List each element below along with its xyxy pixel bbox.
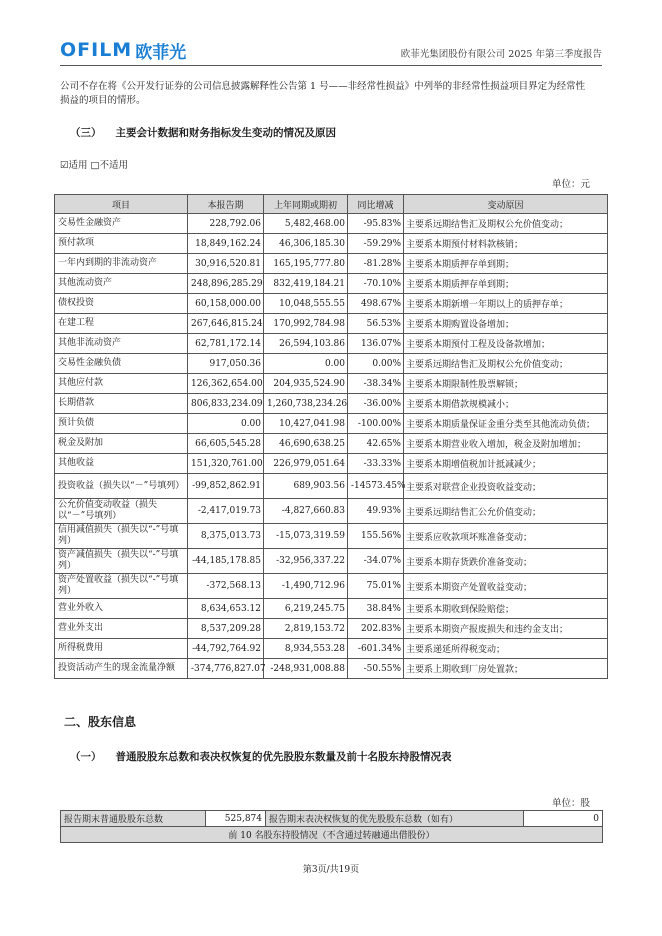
shareholder-table xyxy=(60,810,603,843)
table-row xyxy=(55,414,608,434)
cell-reason: 主要系对联营企业投资收益变动； xyxy=(404,474,608,499)
cell-change: -38.34% xyxy=(348,374,404,394)
table-header-row xyxy=(55,195,608,214)
cell-previous: -1,490,712.96 xyxy=(264,574,348,599)
table-row xyxy=(55,374,608,394)
cell-previous: -32,956,337.22 xyxy=(264,549,348,574)
cell-current: 917,050.36 xyxy=(188,354,264,374)
cell-item: 一年内到期的非流动资产 xyxy=(55,254,188,274)
cell-current: -44,792,764.92 xyxy=(188,639,264,659)
cell-reason: 主要系本期借款规模减小； xyxy=(404,394,608,414)
table-row xyxy=(55,314,608,334)
table-row xyxy=(55,619,608,639)
cell-current: 806,833,234.09 xyxy=(188,394,264,414)
cell-previous: 6,219,245.75 xyxy=(264,599,348,619)
cell-item: 交易性金融资产 xyxy=(55,214,188,234)
cell-current: 8,634,653.12 xyxy=(188,599,264,619)
cell-change: 498.67% xyxy=(348,294,404,314)
report-title: 欧菲光集团股份有限公司 2025 年第三季度报告 xyxy=(400,49,602,60)
cell-previous: 204,935,524.90 xyxy=(264,374,348,394)
cell-change: -601.34% xyxy=(348,639,404,659)
header-reason: 变动原因 xyxy=(404,195,608,214)
cell-item: 营业外收入 xyxy=(55,599,188,619)
value-common-shareholders: 525,874 xyxy=(206,811,266,827)
company-logo xyxy=(60,38,186,62)
section-3-title: 主要会计数据和财务指标发生变动的情况及原因 xyxy=(115,127,336,139)
cell-previous: 10,048,555.55 xyxy=(264,294,348,314)
table-row xyxy=(55,499,608,524)
cell-reason: 主要系本期质量保证金重分类至其他流动负债； xyxy=(404,414,608,434)
cell-previous: 0.00 xyxy=(264,354,348,374)
cell-current: -374,776,827.07 xyxy=(188,659,264,679)
table-row xyxy=(55,294,608,314)
cell-item: 长期借款 xyxy=(55,394,188,414)
cell-item: 资产处置收益（损失以“-”号填列） xyxy=(55,574,188,599)
financial-changes-table xyxy=(54,194,608,679)
cell-change: 202.83% xyxy=(348,619,404,639)
cell-change: -70.10% xyxy=(348,274,404,294)
cell-item: 资产减值损失（损失以“-”号填列） xyxy=(55,549,188,574)
cell-previous: 8,934,553.28 xyxy=(264,639,348,659)
table-row xyxy=(55,574,608,599)
value-preferred-shareholders: 0 xyxy=(524,811,603,827)
cell-previous: 26,594,103.86 xyxy=(264,334,348,354)
cell-reason: 主要系本期购置设备增加； xyxy=(404,314,608,334)
cell-item: 公允价值变动收益（损失以“－”号填列） xyxy=(55,499,188,524)
page-footer: 第3页/共19页 xyxy=(302,865,360,875)
table-row xyxy=(55,639,608,659)
table-row xyxy=(55,434,608,454)
cell-previous: 5,482,468.00 xyxy=(264,214,348,234)
cell-change: 56.53% xyxy=(348,314,404,334)
top10-caption: 前 10 名股东持股情况（不含通过转融通出借股份） xyxy=(61,827,603,843)
cell-item: 其他流动资产 xyxy=(55,274,188,294)
cell-previous: 2,819,153.72 xyxy=(264,619,348,639)
applicability-checkbox-line: ☑适用 □不适用 xyxy=(60,160,129,171)
cell-current: 62,781,172.14 xyxy=(188,334,264,354)
cell-change: 42.65% xyxy=(348,434,404,454)
cell-change: -34.07% xyxy=(348,549,404,574)
cell-reason: 主要系本期限制性股票解锁； xyxy=(404,374,608,394)
cell-change: -50.55% xyxy=(348,659,404,679)
cell-reason: 主要系本期存货跌价准备变动； xyxy=(404,549,608,574)
cell-item: 投资活动产生的现金流量净额 xyxy=(55,659,188,679)
table-row xyxy=(55,454,608,474)
table-row xyxy=(55,394,608,414)
cell-item: 其他应付款 xyxy=(55,374,188,394)
cell-current: 18,849,162.24 xyxy=(188,234,264,254)
cell-reason: 主要系本期预付材料款核销； xyxy=(404,234,608,254)
logo-chinese-text: 欧菲光 xyxy=(135,42,187,63)
cell-change: 0.00% xyxy=(348,354,404,374)
cell-current: 8,375,013.73 xyxy=(188,524,264,549)
cell-previous: 10,427,041.98 xyxy=(264,414,348,434)
cell-reason: 主要系本期增值税加计抵减减少； xyxy=(404,454,608,474)
label-preferred-shareholders: 报告期末表决权恢复的优先股股东总数（如有） xyxy=(266,811,524,827)
cell-previous: 832,419,184.21 xyxy=(264,274,348,294)
cell-reason: 主要系本期新增一年期以上的质押存单； xyxy=(404,294,608,314)
cell-current: 267,646,815.24 xyxy=(188,314,264,334)
cell-previous: 1,260,738,234.26 xyxy=(264,394,348,414)
table-row xyxy=(55,274,608,294)
cell-change: 49.93% xyxy=(348,499,404,524)
cell-reason: 主要系本期资产处置收益变动； xyxy=(404,574,608,599)
table-row xyxy=(55,659,608,679)
cell-current: 30,916,520.81 xyxy=(188,254,264,274)
cell-item: 信用减值损失（损失以“-”号填列） xyxy=(55,524,188,549)
table-row xyxy=(55,524,608,549)
cell-reason: 主要系本期营业收入增加，税金及附加增加； xyxy=(404,434,608,454)
table-row xyxy=(55,334,608,354)
cell-reason: 主要系应收款项坏账准备变动； xyxy=(404,524,608,549)
section-two-heading: 二、股东信息 xyxy=(64,715,137,729)
cell-change: -95.83% xyxy=(348,214,404,234)
table-row xyxy=(55,474,608,499)
header-item: 项目 xyxy=(55,195,188,214)
cell-current: 228,792.06 xyxy=(188,214,264,234)
cell-current: -372,568.13 xyxy=(188,574,264,599)
cell-current: 151,320,761.00 xyxy=(188,454,264,474)
cell-previous: 46,306,185.30 xyxy=(264,234,348,254)
cell-current: 8,537,209.28 xyxy=(188,619,264,639)
section-3-heading xyxy=(70,125,336,140)
cell-change: -36.00% xyxy=(348,394,404,414)
unit-label-shares: 单位：股 xyxy=(551,798,590,809)
table-row xyxy=(61,827,603,843)
cell-item: 所得税费用 xyxy=(55,639,188,659)
cell-previous: 165,195,777.80 xyxy=(264,254,348,274)
table-row xyxy=(55,214,608,234)
page-header xyxy=(60,38,602,66)
cell-current: 0.00 xyxy=(188,414,264,434)
cell-item: 在建工程 xyxy=(55,314,188,334)
cell-current: 66,605,545.28 xyxy=(188,434,264,454)
cell-previous: 46,690,638.25 xyxy=(264,434,348,454)
cell-reason: 主要系远期结售汇公允价值变动； xyxy=(404,499,608,524)
cell-current: 248,896,285.29 xyxy=(188,274,264,294)
cell-reason: 主要系本期收到保险赔偿； xyxy=(404,599,608,619)
cell-change: -14573.45% xyxy=(348,474,404,499)
intro-paragraph: 公司不存在将《公开发行证券的公司信息披露解释性公告第 1 号——非经常性损益》中列举的非经常性损益项目界定为经常性损益的项目的情形。 xyxy=(60,81,586,106)
cell-current: 60,158,000.00 xyxy=(188,294,264,314)
cell-reason: 主要系远期结售汇及期权公允价值变动； xyxy=(404,214,608,234)
cell-previous: -15,073,319.59 xyxy=(264,524,348,549)
cell-item: 营业外支出 xyxy=(55,619,188,639)
cell-item: 预付款项 xyxy=(55,234,188,254)
cell-reason: 主要系递延所得税变动； xyxy=(404,639,608,659)
cell-item: 投资收益（损失以“－”号填列） xyxy=(55,474,188,499)
cell-current: -99,852,862.91 xyxy=(188,474,264,499)
cell-item: 税金及附加 xyxy=(55,434,188,454)
cell-change: 155.56% xyxy=(348,524,404,549)
table-row xyxy=(55,549,608,574)
cell-item: 交易性金融负债 xyxy=(55,354,188,374)
label-common-shareholders: 报告期末普通股股东总数 xyxy=(61,811,206,827)
cell-reason: 主要系上期收到厂房处置款； xyxy=(404,659,608,679)
cell-change: -100.00% xyxy=(348,414,404,434)
cell-previous: 689,903.56 xyxy=(264,474,348,499)
table-row xyxy=(55,254,608,274)
cell-change: 38.84% xyxy=(348,599,404,619)
cell-previous: 170,992,784.98 xyxy=(264,314,348,334)
header-current: 本报告期 xyxy=(188,195,264,214)
cell-change: -81.28% xyxy=(348,254,404,274)
table-row xyxy=(55,234,608,254)
table-row xyxy=(55,599,608,619)
cell-change: -59.29% xyxy=(348,234,404,254)
unit-label-yuan: 单位：元 xyxy=(551,179,590,190)
cell-previous: -248,931,008.88 xyxy=(264,659,348,679)
section-2-1-number: （一） xyxy=(70,751,102,763)
cell-current: -44,185,178.85 xyxy=(188,549,264,574)
section-3-number: （三） xyxy=(70,127,102,139)
cell-item: 债权投资 xyxy=(55,294,188,314)
cell-current: -2,417,019.73 xyxy=(188,499,264,524)
cell-item: 预计负债 xyxy=(55,414,188,434)
cell-current: 126,362,654.00 xyxy=(188,374,264,394)
table-row xyxy=(55,354,608,374)
cell-reason: 主要系本期质押存单到期； xyxy=(404,274,608,294)
cell-previous: 226,979,051.64 xyxy=(264,454,348,474)
cell-reason: 主要系本期资产报废损失和违约金支出； xyxy=(404,619,608,639)
cell-item: 其他收益 xyxy=(55,454,188,474)
cell-reason: 主要系本期质押存单到期； xyxy=(404,254,608,274)
cell-reason: 主要系本期预付工程及设备款增加； xyxy=(404,334,608,354)
section-2-1-heading xyxy=(70,749,452,764)
section-2-1-title: 普通股股东总数和表决权恢复的优先股股东数量及前十名股东持股情况表 xyxy=(115,751,452,763)
cell-previous: -4,827,660.83 xyxy=(264,499,348,524)
cell-item: 其他非流动资产 xyxy=(55,334,188,354)
cell-change: -33.33% xyxy=(348,454,404,474)
cell-reason: 主要系远期结售汇及期权公允价值变动； xyxy=(404,354,608,374)
logo-latin-text: OFILM xyxy=(60,39,133,61)
header-previous: 上年同期或期初 xyxy=(264,195,348,214)
cell-change: 75.01% xyxy=(348,574,404,599)
table-row xyxy=(61,811,603,827)
cell-change: 136.07% xyxy=(348,334,404,354)
header-change: 同比增减 xyxy=(348,195,404,214)
